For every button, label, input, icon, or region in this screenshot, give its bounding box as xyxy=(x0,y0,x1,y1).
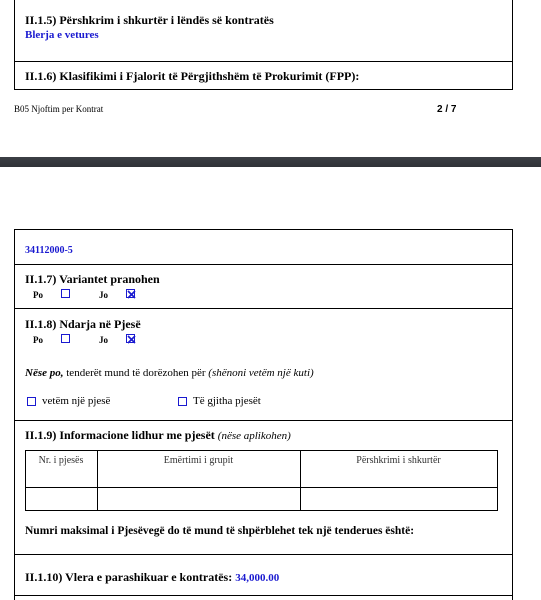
table-cell-group-name[interactable] xyxy=(98,488,300,510)
page-number: 2 / 7 xyxy=(437,104,457,115)
one-lot-label: vetëm një pjesë xyxy=(42,395,111,407)
bottom-border xyxy=(14,595,513,596)
table-border xyxy=(25,510,498,511)
lots-po-checkbox[interactable] xyxy=(61,334,70,343)
estimated-value: 34,000.00 xyxy=(235,572,280,584)
one-lot-checkbox[interactable] xyxy=(27,397,36,406)
table-cell-short-description[interactable] xyxy=(301,488,497,510)
table-header-group-name: Emërtimi i grupit xyxy=(163,455,234,466)
section-title-ii-1-8: II.1.8) Ndarja në Pjesë xyxy=(25,317,141,331)
page-separator xyxy=(0,157,541,167)
section-title-ii-1-5: II.1.5) Përshkrim i shkurtër i lëndës së kontratës xyxy=(25,13,274,27)
if-yes-hint: (shënoni vetëm një kuti) xyxy=(208,367,314,379)
section-title-ii-1-6: II.1.6) Klasifikimi i Fjalorit të Përgjithshëm të Prokurimit (FPP): xyxy=(25,69,360,83)
section-hint: (nëse aplikohen) xyxy=(217,430,291,442)
top-border xyxy=(14,229,513,230)
section-title-ii-1-7: II.1.7) Variantet pranohen xyxy=(25,272,160,286)
table-border xyxy=(25,450,498,451)
section-title-ii-1-10: II.1.10) Vlera e parashikuar e kontratës: xyxy=(25,570,233,584)
divider xyxy=(14,554,513,555)
left-border xyxy=(14,0,15,90)
divider xyxy=(14,264,513,265)
max-lots-text: Numri maksimal i Pjesëvegë do të mund të shpërblehet tek një tenderues është: xyxy=(25,525,415,537)
if-yes-text: tenderët mund të dorëzohen për xyxy=(63,367,209,379)
check-x-icon xyxy=(126,289,137,300)
if-yes-bold: Nëse po, xyxy=(25,367,64,379)
all-lots-label: Të gjitha pjesët xyxy=(193,395,261,407)
all-lots-checkbox[interactable] xyxy=(178,397,187,406)
po-label: Po xyxy=(33,335,43,345)
right-border xyxy=(512,229,513,600)
divider xyxy=(14,420,513,421)
section-ii-1-10 xyxy=(25,570,279,585)
divider xyxy=(14,308,513,309)
form-code: B05 Njoftim per Kontrat xyxy=(14,104,104,114)
left-border xyxy=(14,229,15,600)
table-header-short-description: Përshkrimi i shkurtër xyxy=(356,455,441,466)
table-border xyxy=(497,450,498,511)
jo-label: Jo xyxy=(99,335,108,345)
variants-po-checkbox[interactable] xyxy=(61,289,70,298)
divider xyxy=(14,61,513,62)
if-yes-sentence xyxy=(25,367,314,379)
table-header-lot-number: Nr. i pjesës xyxy=(38,455,84,466)
jo-label: Jo xyxy=(99,290,108,300)
section-title-ii-1-9 xyxy=(25,428,291,443)
po-label: Po xyxy=(33,290,43,300)
right-border xyxy=(512,0,513,90)
divider xyxy=(14,89,513,90)
fpp-code: 34112000-5 xyxy=(25,245,73,256)
check-x-icon xyxy=(126,334,137,345)
short-description-value: Blerja e vetures xyxy=(25,29,99,41)
table-cell-lot-number[interactable] xyxy=(26,488,97,510)
section-title-text: II.1.9) Informacione lidhur me pjesët xyxy=(25,428,215,442)
variants-jo-checkbox[interactable] xyxy=(126,289,135,298)
lots-jo-checkbox[interactable] xyxy=(126,334,135,343)
